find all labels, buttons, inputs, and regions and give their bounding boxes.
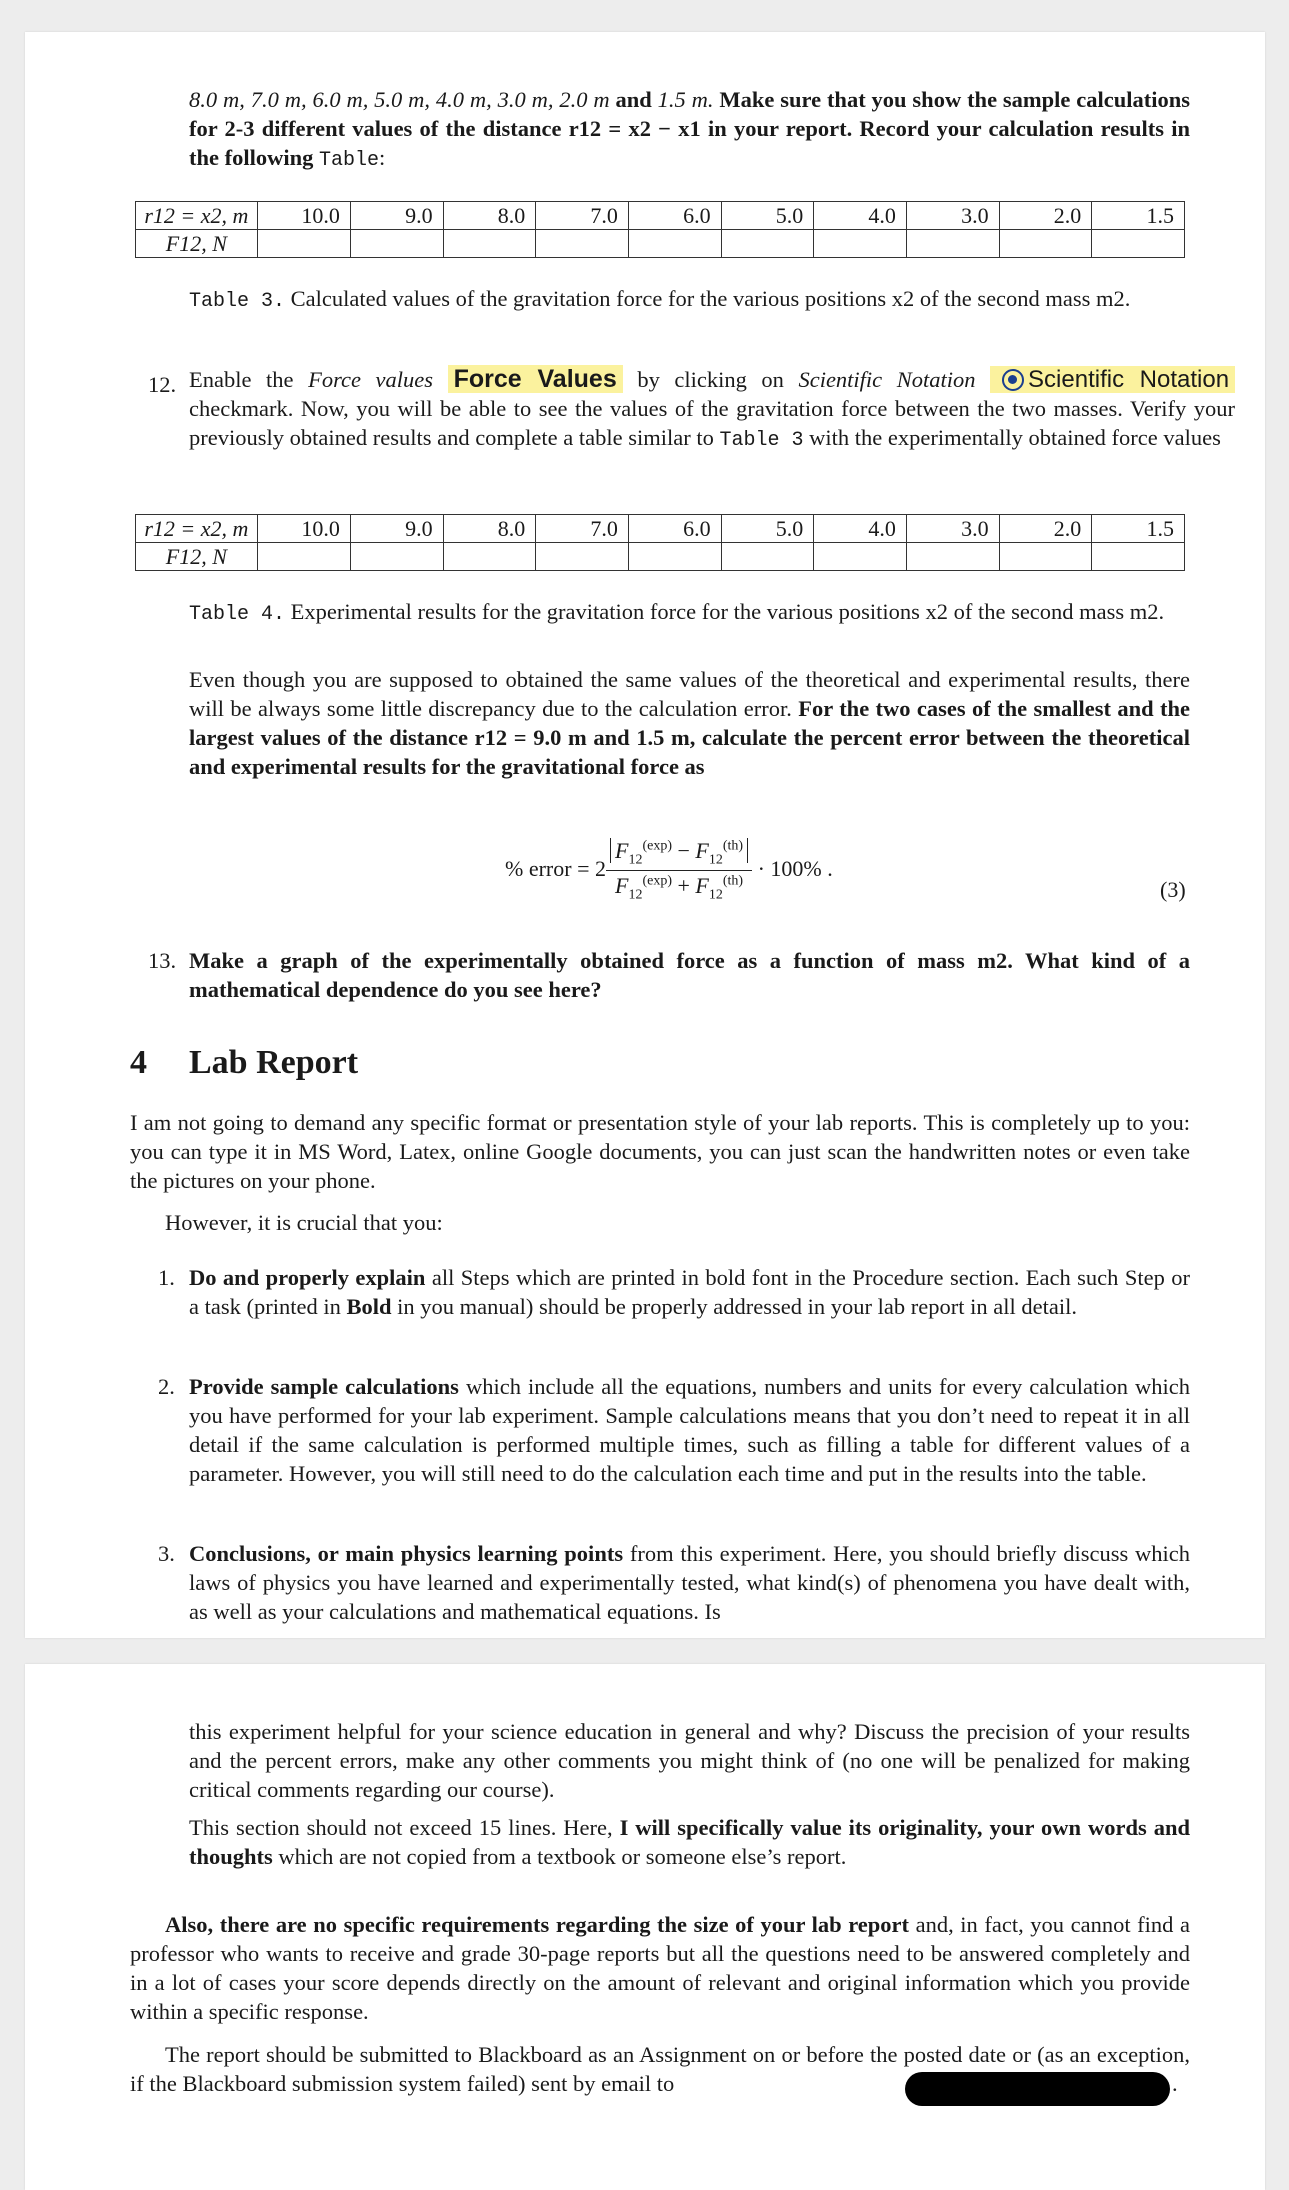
sci-notation-label: Scientific Notation (1028, 366, 1230, 393)
table-cell-f-empty (257, 543, 350, 571)
table-cell-f-empty (721, 230, 814, 258)
table-header-r: r12 = x2, m (136, 515, 258, 543)
caption-text: Experimental results for the gravitation force for the various positions x2 of the second mass m2. (290, 599, 1165, 624)
item2-text: which include all the equations, numbers and units for every calculation which you have performed for your lab experiment. Sample calculations means that you don’t need to repeat it in all detail if the same calculation is performed multiple times, such as filling a table for different values of a parameter. However, you will still need to do the calculation each time and put in the results into the table. (189, 1374, 1191, 1486)
table-cell-f-empty (628, 543, 721, 571)
intro-table-word: Table (319, 149, 380, 172)
para-bold: For the two cases of the smallest and the largest values of the distance r12 = 9.0 m and 1.5 m, calculate the percent error between the theoretical and experimental results for the gravitational force as (189, 696, 1190, 779)
table-cell-r: 10.0 (257, 515, 350, 543)
table-cell-f-empty (721, 543, 814, 571)
step-12-text (189, 365, 1235, 455)
table-4-experimental (135, 514, 1185, 571)
size-requirements-paragraph (130, 1910, 1190, 2026)
table-cell-r: 5.0 (721, 202, 814, 230)
step12-table-ref: Table 3 (719, 429, 804, 452)
table-cell-r: 10.0 (257, 202, 350, 230)
equation-fraction: $\frac{F_{12}^{(exp)} - F_{12}^{(th)}}{F_{12}^{(exp)} + F_{12}^{(th)}}$ (606, 838, 752, 904)
table-row (136, 515, 1185, 543)
table-row (136, 202, 1185, 230)
radio-selected-icon[interactable] (1002, 369, 1024, 391)
table-cell-r: 6.0 (628, 515, 721, 543)
table-header-f: F12, N (136, 543, 258, 571)
equation-number: (3) (1160, 877, 1186, 902)
step12-a: Enable the (189, 367, 294, 392)
table-cell-f-empty (443, 543, 536, 571)
section-title: Lab Report (189, 1044, 359, 1081)
table-cell-r: 7.0 (536, 202, 629, 230)
distance-values: 8.0 m, 7.0 m, 6.0 m, 5.0 m, 4.0 m, 3.0 m, 2.0 m (189, 87, 610, 112)
table-cell-f-empty (999, 230, 1092, 258)
table-cell-f-empty (257, 230, 350, 258)
sci-notation-italic: Scientific Notation (798, 367, 976, 392)
table-cell-r: 3.0 (906, 202, 999, 230)
table-cell-f-empty (1092, 543, 1185, 571)
limit-b: which are not copied from a textbook or someone else’s report. (278, 1844, 847, 1869)
table-cell-f-empty (999, 543, 1092, 571)
para-normal: Even though you are supposed to obtained the same values of the theoretical and experimental results, there will be always some little discrepancy due to the calculation error. (189, 667, 1190, 721)
table-cell-r: 3.0 (906, 515, 999, 543)
table-cell-f-empty (350, 230, 443, 258)
table-cell-r: 2.0 (999, 515, 1092, 543)
table-header-r: r12 = x2, m (136, 202, 258, 230)
table-cell-r: 7.0 (536, 515, 629, 543)
table-3-calculated (135, 201, 1185, 258)
intro-paragraph: 8.0 m, 7.0 m, 6.0 m, 5.0 m, 4.0 m, 3.0 m, 2.0 m and 1.5 m. Make sure that you show the sample calculations for 2-3 different values of the distance r12 = x2 − x1 in your report. Record your calculation results in the following Table: (189, 87, 1191, 172)
table-cell-r: 5.0 (721, 515, 814, 543)
table-cell-f-empty (350, 543, 443, 571)
caption-text: Calculated values of the gravitation force for the various positions x2 of the second mass m2. (290, 286, 1131, 311)
table-cell-r: 1.5 (1092, 515, 1185, 543)
intro-bold: Make sure that you show the sample calculations for 2-3 different values of the distance r12 = x2 − x1 in your report. Record your calculation results in the following (189, 87, 1191, 170)
table-cell-f-empty (814, 230, 907, 258)
limit-a: This section should not exceed 15 lines. Here, (189, 1815, 613, 1840)
table-row (136, 230, 1185, 258)
limit-bold: I will specifically value its originality, your own words and thoughts (189, 1815, 1190, 1869)
list-item-2 (189, 1372, 1190, 1488)
list-number-1: 1. (158, 1265, 175, 1290)
also-text: and, in fact, you cannot find a professor who wants to receive and grade 30-page reports but all the questions need to be answered completely and in a lot of cases your score depends directly on the amount of relevant and original information which you provide within a specific response. (130, 1912, 1190, 2024)
list-number-2: 2. (158, 1374, 175, 1399)
item1-bold2: Bold (346, 1294, 392, 1319)
item1-b: in you manual) should be properly addressed in your lab report in all detail. (397, 1294, 1077, 1319)
caption-label: Table 4. (189, 603, 286, 626)
list-item-1 (189, 1263, 1190, 1321)
distance-last: 1.5 m. (657, 87, 714, 112)
step-13-number: 13. (148, 948, 177, 973)
table-cell-r: 2.0 (999, 202, 1092, 230)
step12-d: with the experimentally obtained force values (809, 425, 1221, 450)
table-3-caption (189, 284, 1190, 316)
however-line: However, it is crucial that you: (165, 1210, 443, 1235)
table-cell-f-empty (906, 543, 999, 571)
item2-bold: Provide sample calculations (189, 1374, 459, 1399)
table-header-f: F12, N (136, 230, 258, 258)
length-limit-paragraph (189, 1813, 1190, 1871)
table-cell-r: 1.5 (1092, 202, 1185, 230)
step-12-number: 12. (148, 372, 177, 397)
redacted-email (905, 2072, 1170, 2106)
table-row (136, 543, 1185, 571)
list-item-3 (189, 1539, 1190, 1626)
table-cell-f-empty (1092, 230, 1185, 258)
list-number-3: 3. (158, 1541, 175, 1566)
table-cell-f-empty (628, 230, 721, 258)
table-cell-r: 4.0 (814, 515, 907, 543)
also-bold: Also, there are no specific requirements regarding the size of your lab report (165, 1912, 910, 1937)
table-4-caption (189, 597, 1190, 629)
table-cell-f-empty (536, 543, 629, 571)
caption-label: Table 3. (189, 290, 286, 313)
table-cell-r: 4.0 (814, 202, 907, 230)
table-cell-f-empty (536, 230, 629, 258)
submit-text: The report should be submitted to Blackboard as an Assignment on or before the posted date or (as an exception, if the Blackboard submission system failed) sent by email to (130, 2042, 1190, 2096)
table-cell-f-empty (443, 230, 536, 258)
table-cell-r: 8.0 (443, 202, 536, 230)
table-cell-r: 8.0 (443, 515, 536, 543)
item3-bold: Conclusions, or main physics learning points (189, 1541, 624, 1566)
scientific-notation-radio[interactable] (990, 366, 1235, 393)
conclusions-continued: this experiment helpful for your science education in general and why? Discuss the precision of your results and the percent errors, make any other comments you might think of (no one will be penalized for making critical comments regarding our course). (189, 1719, 1190, 1802)
step12-c: checkmark. Now, you will be able to see the values of the gravitation force between the two masses. Verify your previously obtained results and complete a table similar to (189, 396, 1235, 450)
force-values-button[interactable]: Force Values (448, 365, 623, 393)
equation-rhs: · 100% . (757, 855, 833, 881)
equation-lhs: % error = 2 (505, 855, 606, 881)
percent-error-paragraph (189, 665, 1190, 781)
item3-text: from this experiment. Here, you should briefly discuss which laws of physics you have learned and experimentally tested, what kind(s) of phenomena you have dealt with, as well as your calculations and mathematical equations. Is (189, 1541, 1191, 1624)
percent-error-equation (505, 838, 833, 904)
table-cell-f-empty (814, 543, 907, 571)
force-values-italic: Force values (308, 367, 433, 392)
step12-b: by clicking on (637, 367, 784, 392)
section-number: 4 (130, 1044, 147, 1081)
table-cell-r: 9.0 (350, 515, 443, 543)
table-cell-f-empty (906, 230, 999, 258)
table-cell-r: 9.0 (350, 202, 443, 230)
step-13-text: Make a graph of the experimentally obtained force as a function of mass m2. What kind of a mathematical dependence do you see here? (189, 948, 1190, 1002)
item1-bold: Do and properly explain (189, 1265, 426, 1290)
item1-a: all Steps which are printed in bold font in the Procedure section. Each such Step or a task (printed in (189, 1265, 1191, 1319)
table-cell-r: 6.0 (628, 202, 721, 230)
sentence-period: . (1172, 2071, 1178, 2096)
lab-intro-paragraph: I am not going to demand any specific format or presentation style of your lab reports. This is completely up to you: you can type it in MS Word, Latex, online Google documents, you can just scan the handwritten notes or even take the pictures on your phone. (130, 1110, 1190, 1193)
intro-and: and (615, 87, 652, 112)
